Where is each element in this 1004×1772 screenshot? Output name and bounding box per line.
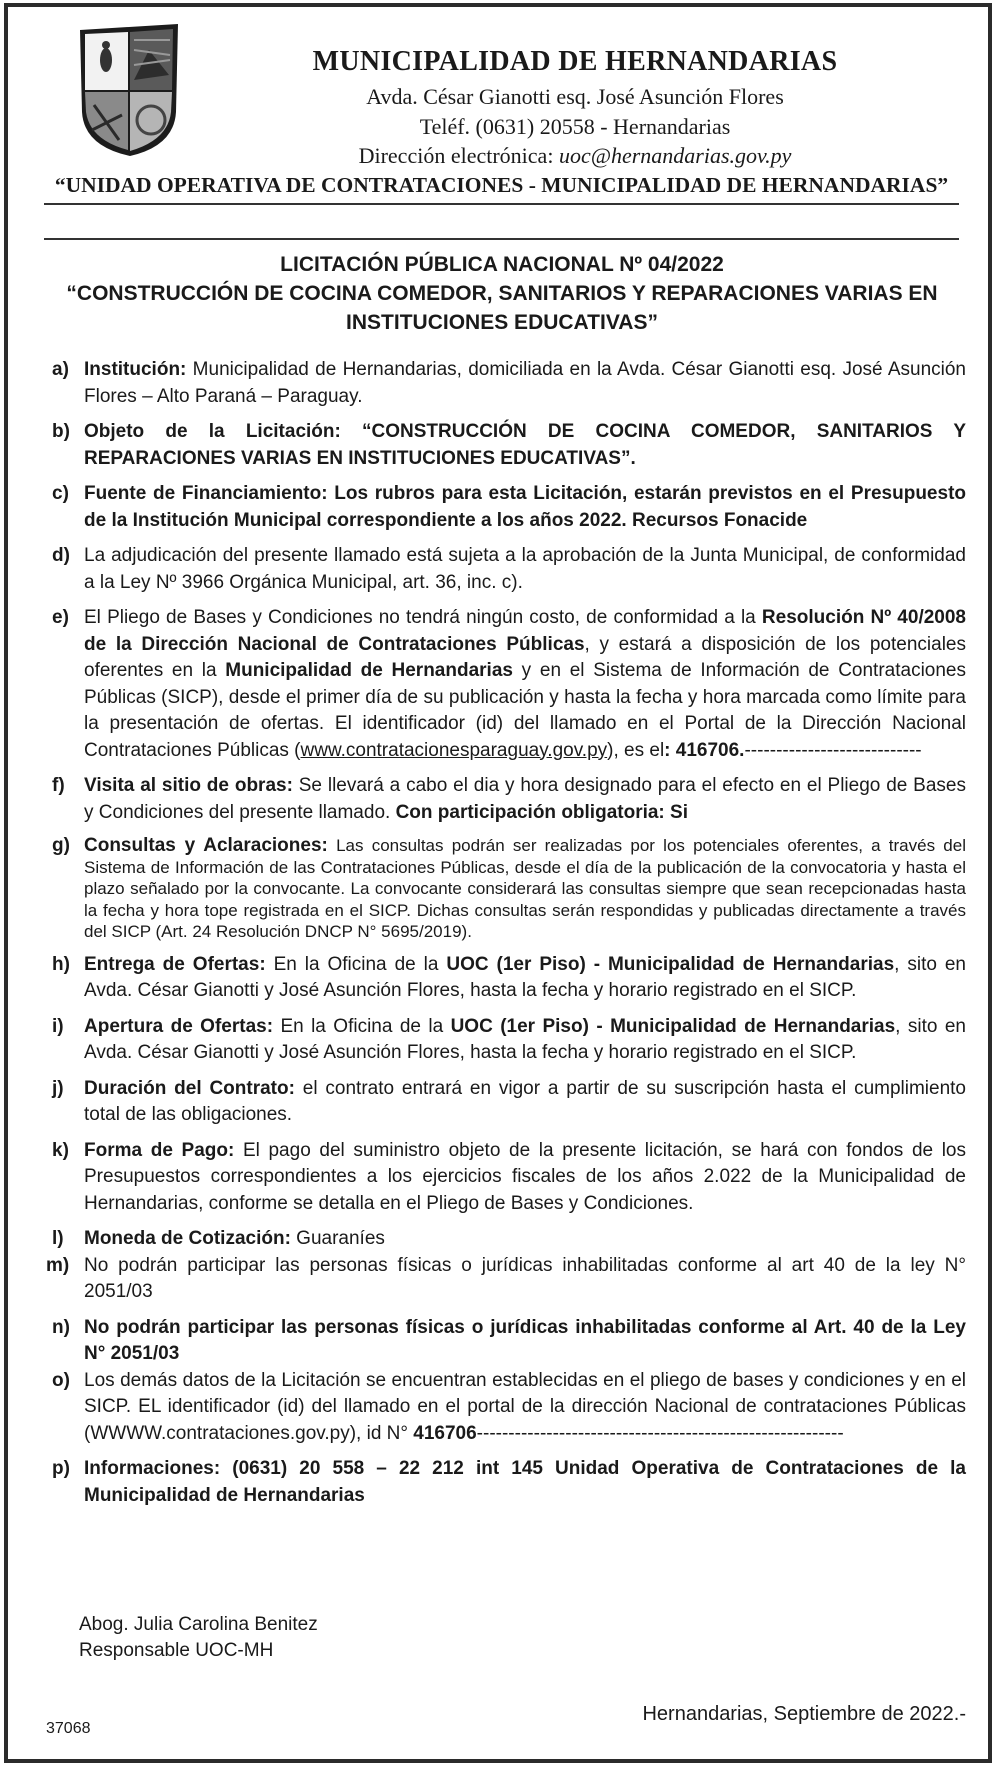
- item-label: l): [52, 1228, 64, 1249]
- item-c: [40, 481, 966, 534]
- item-n: [40, 1315, 966, 1368]
- item-label: a): [52, 359, 69, 380]
- item-label: m): [46, 1254, 70, 1276]
- municipal-seal-icon: [74, 20, 184, 160]
- item-p: [40, 1456, 966, 1509]
- signatory-name: Abog. Julia Carolina Benitez: [79, 1614, 318, 1635]
- item-text: Guaraníes: [290, 1228, 385, 1249]
- item-text: En la Oficina de la: [265, 953, 447, 975]
- municipality-phone: Teléf. (0631) 20558 - Hernandarias: [419, 114, 731, 139]
- email-address: uoc@hernandarias.gov.py: [558, 143, 792, 168]
- municipality-title: MUNICIPALIDAD DE HERNANDARIAS: [312, 46, 838, 77]
- item-heading: Apertura de Ofertas:: [84, 1015, 274, 1037]
- office-ref: UOC (1er Piso) - Municipalidad de Hernandarias: [450, 1015, 896, 1037]
- tender-items: [40, 357, 966, 1509]
- item-text: No podrán participar las personas físicas o jurídicas inhabilitadas conforme al art 40 de la ley N° 2051/03: [84, 1254, 966, 1302]
- call-id: : 416706.: [664, 739, 745, 761]
- item-i: [40, 1014, 966, 1067]
- item-heading: Forma de Pago:: [84, 1139, 235, 1161]
- item-label: h): [52, 953, 70, 975]
- office-ref: UOC (1er Piso) - Municipalidad de Hernandarias: [446, 953, 895, 975]
- item-e: [40, 605, 966, 764]
- tender-title-line2: “CONSTRUCCIÓN DE COCINA COMEDOR, SANITARIOS Y REPARACIONES VARIAS EN: [66, 282, 938, 305]
- call-id: 416706: [413, 1422, 477, 1444]
- item-l: [40, 1226, 966, 1253]
- item-text: ), es el: [607, 739, 665, 761]
- item-d: [40, 543, 966, 596]
- item-text: No podrán participar las personas físicas o jurídicas inhabilitadas conforme al Art. 40 de la Ley N° 2051/03: [84, 1316, 966, 1364]
- item-text: y en el Sistema de Información de Contrataciones Públicas (SICP), desde el primer día de su publicación y hasta la fecha y hora marcada como límite para la presentación de ofertas. El identificador (id) del llamado en el Portal de la Dirección Nacional Contrataciones Públicas (: [84, 660, 966, 761]
- item-a: [40, 357, 966, 410]
- signature-block: [79, 1612, 318, 1664]
- item-text: En la Oficina de la: [273, 1015, 451, 1037]
- item-j: [40, 1076, 966, 1129]
- title-rule: [44, 238, 959, 240]
- item-text: Se llevará a cabo el dia y hora designado para el efecto en el Pliego de Bases y Condiciones del presente llamado.: [84, 775, 966, 823]
- item-o: [40, 1368, 966, 1448]
- item-label: j): [52, 1077, 64, 1099]
- item-m: [40, 1253, 966, 1306]
- header-rule: [44, 203, 959, 205]
- item-heading: Duración del Contrato:: [84, 1077, 295, 1099]
- item-text: Los demás datos de la Licitación se encuentran establecidas en el pliego de bases y condiciones y en el SICP. EL identificador (id) del llamado en el portal de la dirección Nacional de contrataciones Públicas (WWWW.contrataciones.gov.py), id N°: [84, 1369, 966, 1444]
- item-k: [40, 1138, 966, 1218]
- portal-link[interactable]: www.contratacionesparaguay.gov.py: [300, 739, 608, 761]
- item-label: k): [52, 1139, 69, 1161]
- item-h: [40, 952, 966, 1005]
- item-text: La adjudicación del presente llamado está sujeta a la aprobación de la Junta Municipal, de conformidad a la Ley Nº 3966 Orgánica Municipal, art. 36, inc. c).: [84, 545, 966, 593]
- item-label: d): [52, 545, 70, 566]
- item-b: [40, 419, 966, 472]
- tender-title-line1: LICITACIÓN PÚBLICA NACIONAL Nº 04/2022: [280, 253, 724, 276]
- item-text: Municipalidad de Hernandarias, domiciliada en la Avda. César Gianotti esq. José Asunción Flores – Alto Paraná – Paraguay.: [84, 359, 966, 407]
- item-g: [40, 835, 966, 943]
- resolution-ref: Resolución Nº 40/2008 de la Dirección Nacional de Contrataciones Públicas: [84, 607, 966, 655]
- item-heading: Moneda de Cotización:: [84, 1228, 291, 1249]
- dash-filler: ----------------------------------------------------------: [476, 1422, 844, 1444]
- municipality-address: Avda. César Gianotti esq. José Asunción Flores: [366, 84, 784, 109]
- signatory-role: Responsable UOC-MH: [79, 1640, 274, 1661]
- item-heading: Consultas y Aclaraciones:: [84, 835, 328, 856]
- item-heading: Entrega de Ofertas:: [84, 953, 266, 975]
- mandatory-visit: Con participación obligatoria: Si: [395, 801, 688, 823]
- item-text: , sito en Avda. César Gianotti y José Asunción Flores, hasta la fecha y horario registrado en el SICP.: [84, 1015, 966, 1063]
- item-text: , sito en Avda. César Gianotti y José Asunción Flores, hasta la fecha y horario registrado en el SICP.: [84, 953, 966, 1001]
- item-label: c): [52, 483, 69, 504]
- tender-title-line3: INSTITUCIONES EDUCATIVAS”: [346, 311, 658, 334]
- dash-filler: ----------------------------: [744, 739, 922, 761]
- item-text: El pago del suministro objeto de la presente licitación, se hará con fondos de los Presupuestos correspondientes a los ejercicios fiscales de los años 2.022 de la Municipalidad de Hernandarias, conforme se detalla en el Pliego de Bases y Condiciones.: [84, 1139, 967, 1214]
- item-label: g): [52, 835, 70, 856]
- municipality-ref: Municipalidad de Hernandarias: [225, 660, 513, 681]
- tender-title: [30, 250, 974, 337]
- item-text: Objeto de la Licitación: “CONSTRUCCIÓN DE COCINA COMEDOR, SANITARIOS Y REPARACIONES VARIAS EN INSTITUCIONES EDUCATIVAS”.: [84, 421, 966, 469]
- item-label: o): [52, 1369, 70, 1391]
- item-label: f): [52, 775, 65, 796]
- item-text: Informaciones: (0631) 20 558 – 22 212 int 145 Unidad Operativa de Contrataciones de la Municipalidad de Hernandarias: [84, 1458, 966, 1506]
- item-label: b): [52, 421, 70, 442]
- item-label: e): [52, 607, 69, 628]
- item-text: el contrato entrará en vigor a partir de su suscripción hasta el cumplimiento total de las obligaciones.: [84, 1077, 967, 1125]
- item-heading: Institución:: [84, 359, 187, 380]
- item-text: Las consultas podrán ser realizadas por los potenciales oferentes, a través del Sistema de Información de las Contrataciones Públicas, desde el día de la publicación de la convocatoria y hasta el plazo señalado por la convocante. La convocante considerará las consultas siempre que sean recepcionadas hasta la fecha y hora tope registrada en el SICP. Dichas consultas serán respondidas y publicadas directamente a través del SICP (Art. 24 Resolución DNCP N° 5695/2019).: [84, 836, 966, 941]
- item-text: El Pliego de Bases y Condiciones no tendrá ningún costo, de conformidad a la: [84, 607, 762, 628]
- item-label: n): [52, 1316, 70, 1338]
- municipality-email-line: [290, 143, 860, 169]
- item-heading: Visita al sitio de obras:: [84, 775, 293, 796]
- place-date: Hernandarias, Septiembre de 2022.-: [642, 1703, 966, 1725]
- uoc-line: “UNIDAD OPERATIVA DE CONTRATACIONES - MUNICIPALIDAD DE HERNANDARIAS”: [54, 173, 949, 197]
- email-label: Dirección electrónica:: [358, 143, 559, 168]
- item-text: Fuente de Financiamiento: Los rubros para esta Licitación, estarán previstos en el Presupuesto de la Institución Municipal correspondiente a los años 2022. Recursos Fonacide: [84, 483, 966, 531]
- item-label: i): [52, 1015, 64, 1037]
- reference-number: 37068: [46, 1720, 91, 1737]
- item-f: [40, 773, 966, 826]
- item-text: , y estará a disposición de los potenciales oferentes en la: [84, 633, 966, 681]
- item-label: p): [52, 1458, 70, 1479]
